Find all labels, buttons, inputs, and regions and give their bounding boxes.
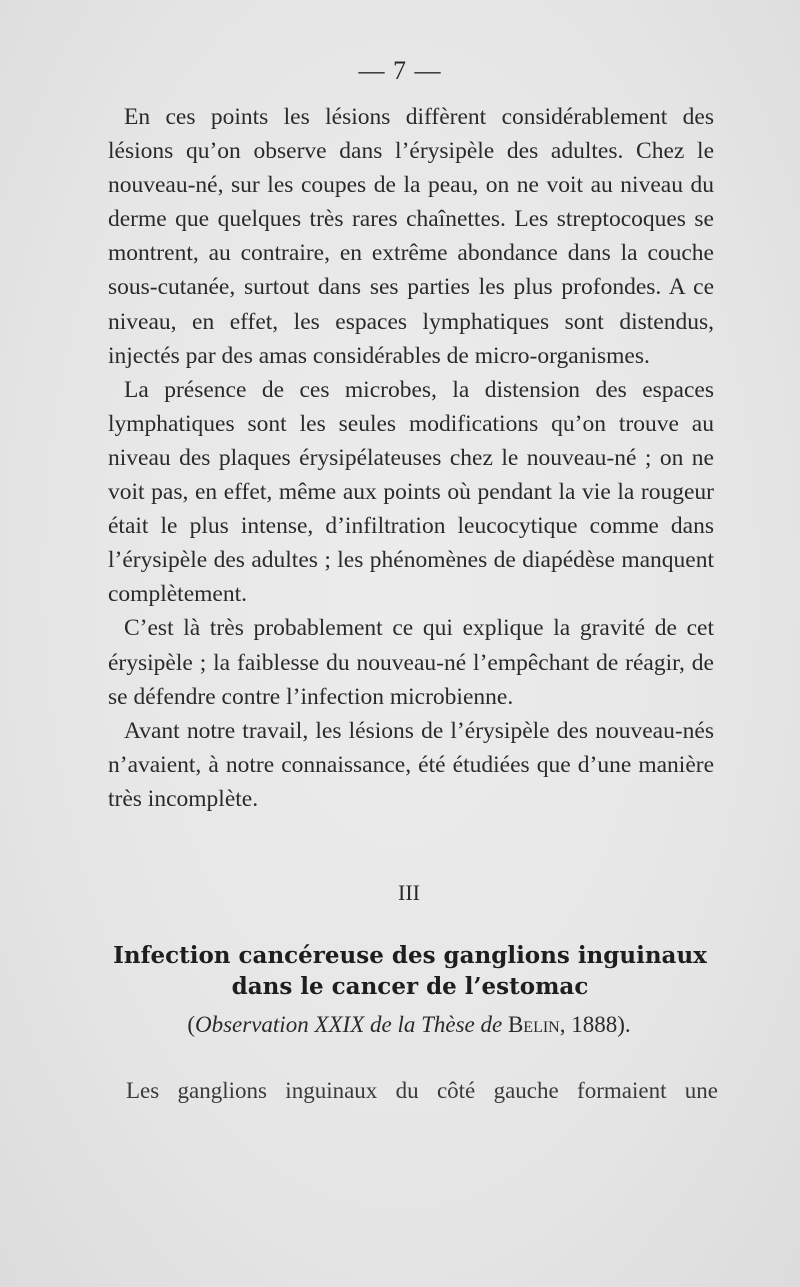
section-title-line-1: Infection cancéreuse des ganglions inguinaux [113, 942, 707, 969]
citation-year: 1888). [571, 1012, 631, 1037]
section-number: III [398, 880, 420, 905]
page-number: — 7 — [358, 56, 442, 85]
paragraph-4: Avant notre travail, les lésions de l’érysipèle des nouveau-nés n’avaient, à notre connaissance, été étudiées que d’une manière très incomplète. [108, 717, 714, 812]
section-citation [0, 1012, 800, 1038]
citation-open-paren: ( [187, 1012, 195, 1037]
paragraph-1: En ces points les lésions diffèrent considérablement des lésions qu’on observe dans l’érysipèle des adultes. Chez le nouveau-né, sur les coupes de la peau, on ne voit au niveau du derme que quelques très rares chaînettes. Les streptocoques se montrent, au contraire, en extrême abondance dans la couche sous-cutanée, surtout dans ses parties les plus profondes. A ce niveau, en effet, les espaces lymphatiques sont distendus, injectés par des amas considérables de micro-organismes. [108, 104, 714, 369]
section-title-line-2: dans le cancer de l’estomac [231, 973, 589, 1000]
section-paragraph-1: Les ganglions inguinaux du côté gauche formaient une [126, 1078, 718, 1103]
section-title [96, 940, 724, 1002]
section-body-text [108, 1074, 718, 1108]
citation-author: Belin, [507, 1012, 566, 1037]
paragraph-2: La présence de ces microbes, la distension des espaces lymphatiques sont les seules modifications qu’on trouve au niveau des plaques érysipélateuses chez le nouveau-né ; on ne voit pas, en effet, même aux points où pendant la vie la rougeur était le plus intense, d’infiltration leucocytique comme dans l’érysipèle des adultes ; les phénomènes de diapédèse manquent complètement. [108, 376, 714, 608]
citation-source: Observation XXIX de la Thèse de [194, 1012, 503, 1037]
paragraph-3: C’est là très probablement ce qui explique la gravité de cet érysipèle ; la faiblesse du nouveau-né l’empêchant de réagir, de se défendre contre l’infection microbienne. [108, 615, 714, 710]
body-text [108, 100, 714, 816]
